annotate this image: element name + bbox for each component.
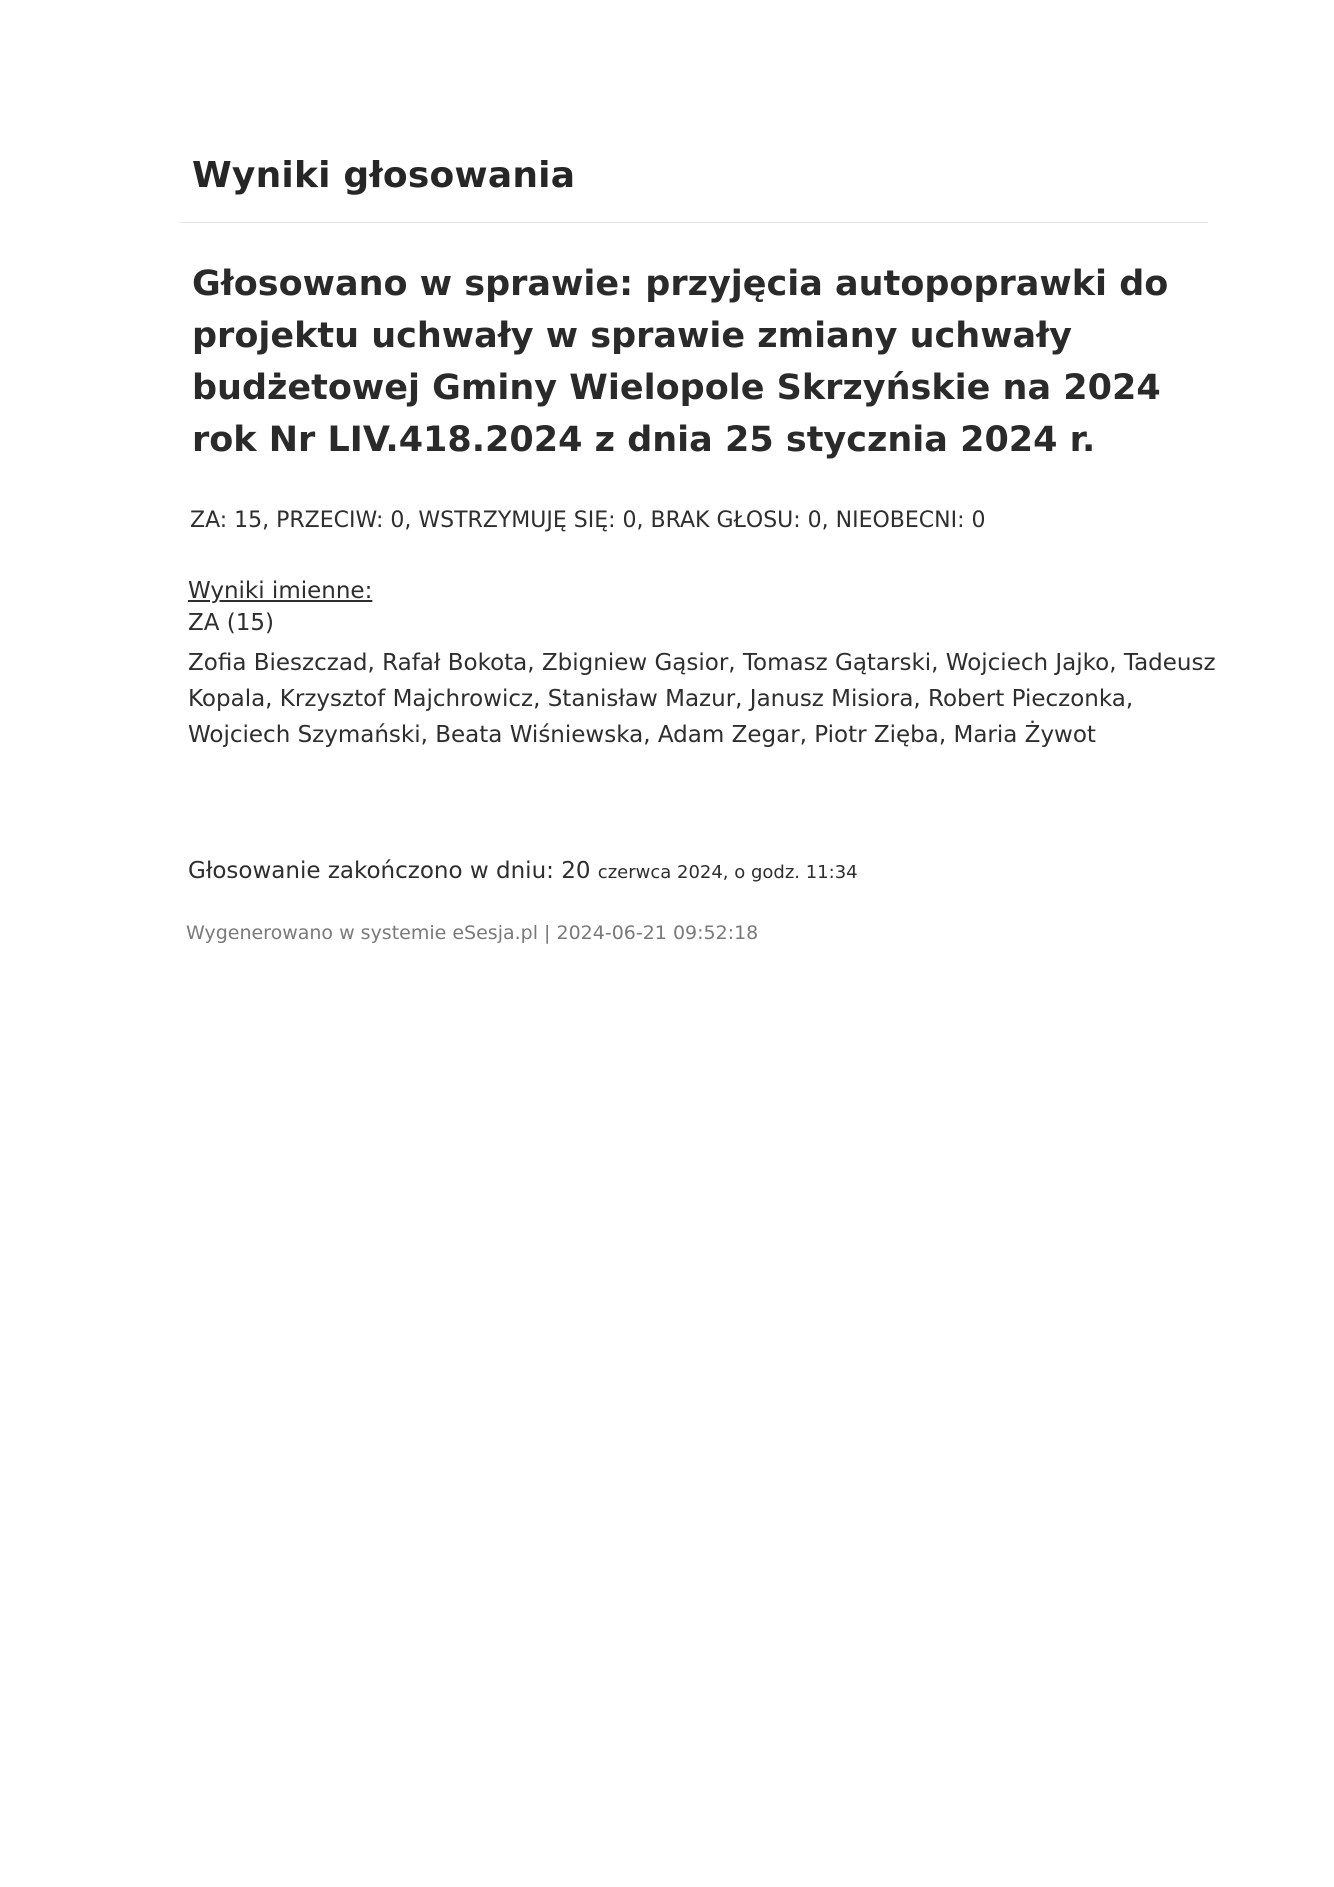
vote-closed-prefix: Głosowanie zakończono w dniu: 20 bbox=[188, 858, 591, 884]
named-results-section bbox=[188, 575, 1218, 753]
voter-names-list: Zofia Bieszczad, Rafał Bokota, Zbigniew Gąsior, Tomasz Gątarski, Wojciech Jajko, Tadeusz Kopala, Krzysztof Majchrowicz, Stanisław Mazur, Janusz Misiora, Robert Pieczonka, Wojciech Szymański, Beata Wiśniewska, Adam Zegar, Piotr Zięba, Maria Żywot bbox=[188, 650, 1216, 748]
vote-subject: Głosowano w sprawie: przyjęcia autopoprawki do projektu uchwały w sprawie zmiany uchwały budżetowej Gminy Wielopole Skrzyńskie na 2024 rok Nr LIV.418.2024 z dnia 25 stycznia 2024 r. bbox=[192, 264, 1169, 460]
vote-closed-line bbox=[188, 858, 858, 884]
named-results-heading: Wyniki imienne: bbox=[188, 578, 373, 604]
vote-closed-datetime: czerwca 2024, o godz. 11:34 bbox=[597, 862, 858, 883]
generated-footer: Wygenerowano w systemie eSesja.pl | 2024-06-21 09:52:18 bbox=[186, 922, 759, 944]
document-title: Wyniki głosowania bbox=[192, 155, 576, 196]
title-divider bbox=[180, 222, 1208, 223]
vote-summary: ZA: 15, PRZECIW: 0, WSTRZYMUJĘ SIĘ: 0, BRAK GŁOSU: 0, NIEOBECNI: 0 bbox=[190, 508, 986, 533]
vote-group-for-label: ZA (15) bbox=[188, 610, 275, 636]
